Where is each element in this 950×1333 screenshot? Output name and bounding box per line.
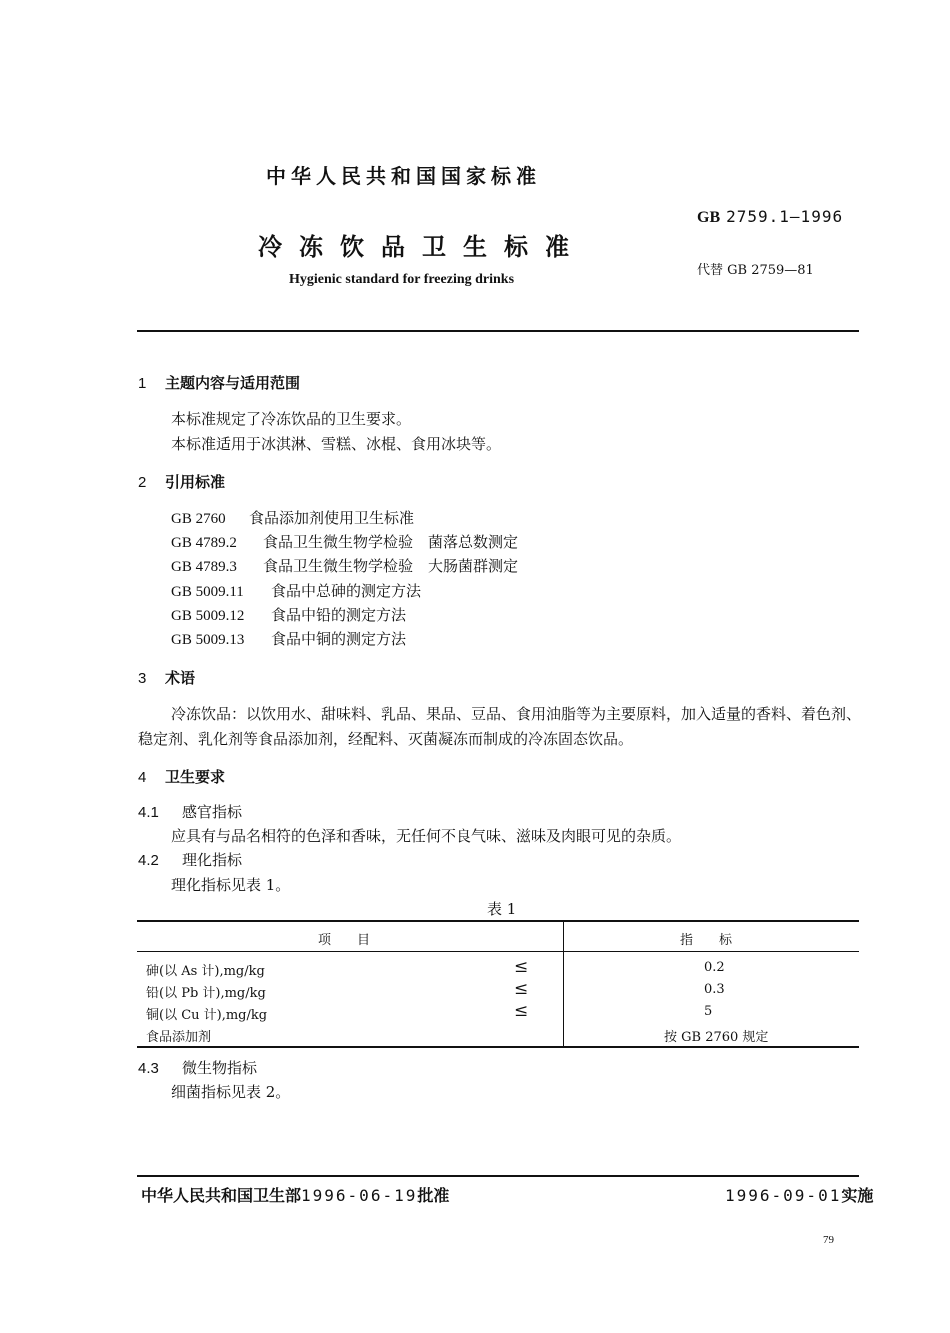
table-column-divider: [563, 922, 564, 1046]
standard-code: [697, 207, 843, 227]
subsection-4-3-title: 微生物指标: [182, 1059, 258, 1077]
national-standard-heading: 中华人民共和国国家标准: [266, 164, 541, 188]
gb-prefix: GB: [697, 209, 721, 226]
section-1-number: 1: [138, 375, 147, 392]
subsection-4-3-heading: [138, 1057, 257, 1078]
implementation-suffix: 实施: [841, 1186, 874, 1205]
reference-item: [171, 507, 414, 528]
table-row-item: 食品添加剂: [146, 1030, 212, 1045]
table-header-item: 项目: [318, 933, 397, 948]
subsection-4-1-text: 应具有与品名相符的色泽和香味，无任何不良气味、滋味及肉眼可见的杂质。: [171, 827, 682, 845]
table-top-rule: [137, 920, 859, 922]
section-1-paragraph-2: 本标准适用于冰淇淋、雪糕、冰棍、食用冰块等。: [171, 435, 502, 453]
reference-code: GB 4789.2: [171, 535, 237, 551]
table-row-item: 铜(以 Cu 计),mg/kg: [146, 1008, 268, 1023]
table-row-operator: ≤: [514, 957, 529, 977]
gb-number: 2759.1—1996: [726, 207, 844, 226]
reference-item: [171, 555, 518, 576]
section-3-heading: [138, 667, 195, 688]
table-row-value: 0.3: [704, 982, 725, 997]
table-row-value: 按 GB 2760 规定: [664, 1030, 769, 1045]
reference-name: 食品中铅的测定方法: [271, 606, 407, 624]
subsection-4-2-title: 理化指标: [182, 851, 243, 869]
reference-item: [171, 604, 406, 625]
table-1-caption: 表 1: [487, 900, 517, 918]
approval-organization: 中华人民共和国卫生部: [141, 1186, 302, 1205]
section-2-title: 引用标准: [165, 473, 226, 491]
subsection-4-2-text: 理化指标见表 1。: [171, 876, 291, 894]
section-4-heading: [138, 766, 225, 787]
reference-name: 食品卫生微生物学检验 大肠菌群测定: [263, 557, 519, 575]
section-4-title: 卫生要求: [165, 768, 226, 786]
section-1-title: 主题内容与适用范围: [165, 374, 301, 392]
footer-rule: [137, 1175, 859, 1177]
reference-code: GB 5009.12: [171, 608, 245, 624]
section-1-paragraph-1: 本标准规定了冷冻饮品的卫生要求。: [171, 410, 412, 428]
reference-code: GB 5009.11: [171, 584, 244, 600]
subsection-4-1-heading: [138, 801, 242, 822]
table-row-operator: ≤: [514, 979, 529, 999]
table-row-value: 0.2: [704, 960, 725, 975]
english-title: Hygienic standard for freezing drinks: [289, 272, 515, 287]
table-header-index: 指标: [680, 933, 759, 948]
term-definition-line-2: 稳定剂、乳化剂等食品添加剂，经配料、灭菌凝冻而制成的冷冻固态饮品。: [138, 730, 634, 748]
implementation-date: 1996-09-01: [725, 1186, 842, 1205]
reference-code: GB 4789.3: [171, 559, 237, 575]
implementation-line: [725, 1183, 873, 1206]
approval-date: 1996-06-19: [301, 1186, 418, 1205]
subsection-4-1-title: 感官指标: [182, 803, 243, 821]
table-row-item: 砷(以 As 计),mg/kg: [146, 964, 265, 979]
subsection-4-1-number: 4.1: [138, 804, 159, 821]
reference-item: [171, 531, 518, 552]
table-row-item: 铅(以 Pb 计),mg/kg: [146, 986, 266, 1001]
section-1-heading: [138, 372, 300, 393]
replaces-note: 代替 GB 2759—81: [697, 263, 814, 278]
section-2-number: 2: [138, 474, 147, 491]
table-bottom-rule: [137, 1046, 859, 1048]
header-rule: [137, 330, 859, 332]
table-row-value: 5: [704, 1004, 713, 1019]
subsection-4-3-text: 细菌指标见表 2。: [171, 1083, 291, 1101]
table-row-operator: ≤: [514, 1001, 529, 1021]
reference-code: GB 2760: [171, 511, 226, 527]
reference-name: 食品卫生微生物学检验 菌落总数测定: [263, 533, 519, 551]
document-title: 冷冻饮品卫生标准: [258, 233, 586, 261]
reference-item: [171, 628, 406, 649]
approval-line: [141, 1183, 449, 1206]
subsection-4-2-heading: [138, 849, 242, 870]
section-3-number: 3: [138, 670, 147, 687]
table-header-rule: [137, 951, 859, 952]
subsection-4-3-number: 4.3: [138, 1060, 159, 1077]
term-definition-line-1: 冷冻饮品：以饮用水、甜味料、乳品、果品、豆品、食用油脂等为主要原料，加入适量的香料、着色剂、: [171, 705, 862, 723]
approval-suffix: 批准: [417, 1186, 450, 1205]
reference-name: 食品中总砷的测定方法: [271, 582, 422, 600]
page-number: 79: [823, 1234, 834, 1246]
section-4-number: 4: [138, 769, 147, 786]
section-3-title: 术语: [165, 669, 196, 687]
reference-name: 食品中铜的测定方法: [271, 630, 407, 648]
reference-name: 食品添加剂使用卫生标准: [249, 509, 415, 527]
reference-item: [171, 580, 421, 601]
section-2-heading: [138, 471, 225, 492]
reference-code: GB 5009.13: [171, 632, 245, 648]
subsection-4-2-number: 4.2: [138, 852, 159, 869]
